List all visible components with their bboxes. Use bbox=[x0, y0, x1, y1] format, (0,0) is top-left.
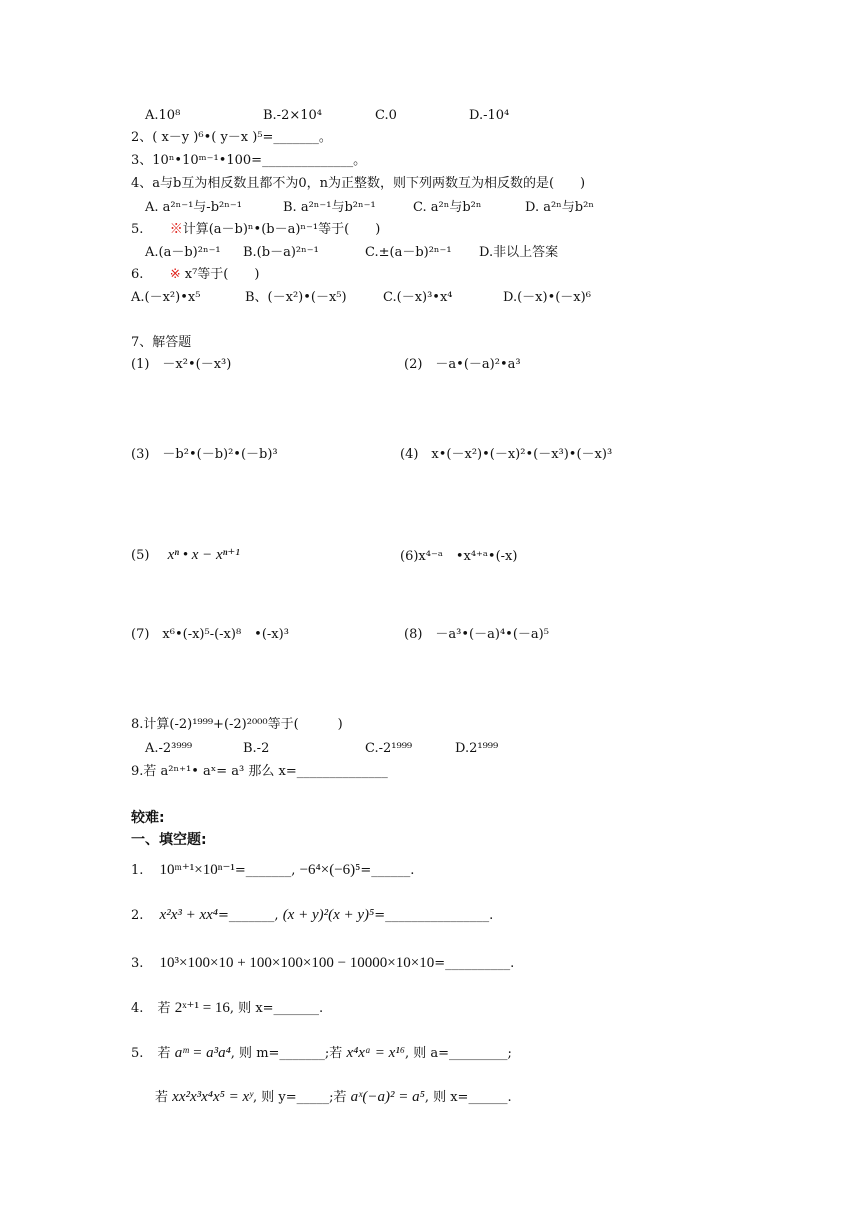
q7-item-8: (8) －a³•(－a)⁴•(－a)⁵ bbox=[404, 627, 549, 642]
q5-option-a: A.(a－b)²ⁿ⁻¹ bbox=[145, 245, 221, 260]
fill-question-5-continued bbox=[155, 1089, 512, 1106]
fill-question-1 bbox=[131, 862, 414, 879]
q7-item-4: (4) x•(－x²)•(－x)²•(－x³)•(－x)³ bbox=[400, 447, 613, 462]
question-6 bbox=[131, 267, 259, 283]
f4-number: 4. bbox=[131, 1001, 144, 1016]
q4-option-d: D. a²ⁿ与b²ⁿ bbox=[525, 200, 594, 215]
q7-item-6: (6)x⁴⁻ᵃ •x⁴⁺ᵃ•(-x) bbox=[400, 549, 518, 564]
f3-number: 3. bbox=[131, 956, 144, 971]
q5-option-b: B.(b－a)²ⁿ⁻¹ bbox=[243, 245, 319, 260]
f1-expr-a: 10ᵐ⁺¹×10ⁿ⁻¹ bbox=[159, 862, 235, 878]
q7-item-5 bbox=[131, 547, 240, 564]
choice-a: A.10⁸ bbox=[145, 108, 181, 123]
f2-expr-b: (x + y)²(x + y)⁵ bbox=[282, 907, 375, 923]
fill-question-4 bbox=[131, 1000, 323, 1017]
q5-text: 计算(a－b)ⁿ•(b－a)ⁿ⁻¹等于( ) bbox=[182, 222, 381, 237]
q5-option-c: C.±(a－b)²ⁿ⁻¹ bbox=[365, 245, 452, 260]
question-8: 8.计算(-2)¹⁹⁹⁹+(-2)²⁰⁰⁰等于( ) bbox=[131, 717, 343, 732]
q6-text: x⁷等于( ) bbox=[184, 267, 260, 282]
f5-blank-b: , 则 a=_________; bbox=[404, 1046, 512, 1061]
f6-expr-b: aˣ(−a)² = a⁵ bbox=[350, 1089, 425, 1105]
q5-option-d: D.非以上答案 bbox=[479, 245, 559, 260]
q8-option-c: C.-2¹⁹⁹⁹ bbox=[365, 741, 413, 756]
f6-blank-a: , 则 y=_____;若 bbox=[252, 1090, 347, 1105]
q7-item-7: (7) x⁶•(-x)⁵-(-x)⁸ •(-x)³ bbox=[131, 627, 289, 642]
q7-item-3: (3) －b²•(－b)²•(－b)³ bbox=[131, 447, 278, 462]
fill-question-5 bbox=[131, 1045, 512, 1062]
f5-expr-a: aᵐ = a³a⁴ bbox=[174, 1045, 231, 1061]
f6-blank-b: , 则 x=______. bbox=[424, 1090, 512, 1105]
q6-option-a: A.(－x²)•x⁵ bbox=[131, 290, 201, 305]
question-9: 9.若 a²ⁿ⁺¹• aˣ= a³ 那么 x=______________ bbox=[131, 764, 388, 779]
q7-item-2: (2) －a•(－a)²•a³ bbox=[404, 357, 521, 372]
choice-d: D.-10⁴ bbox=[469, 108, 510, 123]
f1-expr-b: −6⁴×(−6)⁵ bbox=[299, 862, 361, 878]
q6-number: 6. bbox=[131, 267, 144, 282]
f4-expr: 2ˣ⁺¹ = 16 bbox=[174, 1000, 230, 1016]
q6-mark: ※ bbox=[169, 267, 181, 282]
f4-blank: , 则 x=_______. bbox=[229, 1001, 324, 1016]
question-7-title: 7、解答题 bbox=[131, 335, 192, 350]
f1-blank-b: =______. bbox=[360, 863, 415, 878]
fill-blank-title: 一、填空题: bbox=[131, 832, 207, 848]
q6-option-d: D.(－x)•(－x)⁶ bbox=[503, 290, 591, 305]
choice-b: B.-2×10⁴ bbox=[263, 108, 322, 123]
choice-c: C.0 bbox=[375, 108, 397, 123]
f3-expr: 10³×100×10 + 100×100×100 − 10000×10×10 bbox=[159, 955, 435, 971]
fill-question-3 bbox=[131, 955, 514, 972]
f5-expr-b: x⁴xᵃ = x¹⁶ bbox=[346, 1045, 405, 1061]
q8-option-a: A.-2³⁹⁹⁹ bbox=[145, 741, 193, 756]
f2-number: 2. bbox=[131, 908, 144, 923]
q6-option-b: B、(－x²)•(－x⁵) bbox=[245, 290, 347, 305]
q7-item-5-expr: xⁿ • x − xⁿ⁺¹ bbox=[167, 547, 240, 563]
question-3: 3、10ⁿ•10ᵐ⁻¹•100=______________。 bbox=[131, 153, 367, 168]
q5-mark: ※ bbox=[169, 222, 183, 237]
q4-option-b: B. a²ⁿ⁻¹与b²ⁿ⁻¹ bbox=[283, 200, 376, 215]
f6-prefix: 若 bbox=[155, 1090, 169, 1105]
f5-blank-a: , 则 m=_______;若 bbox=[230, 1046, 343, 1061]
q7-item-5-label: (5) bbox=[131, 548, 150, 563]
q8-option-b: B.-2 bbox=[243, 741, 270, 756]
f1-blank-a: =_______, bbox=[234, 863, 296, 878]
question-5 bbox=[131, 222, 380, 238]
hard-section-title: 较难: bbox=[131, 810, 165, 826]
f4-prefix: 若 bbox=[157, 1001, 171, 1016]
f2-blank-b: =________________. bbox=[374, 908, 494, 923]
f1-number: 1. bbox=[131, 863, 144, 878]
f5-prefix: 若 bbox=[157, 1046, 171, 1061]
f2-expr-a: x²x³ + xx⁴ bbox=[159, 907, 219, 923]
question-4: 4、a与b互为相反数且都不为0，n为正整数，则下列两数互为相反数的是( ) bbox=[131, 176, 586, 191]
f3-blank: =__________. bbox=[434, 956, 515, 971]
q4-option-c: C. a²ⁿ与b²ⁿ bbox=[413, 200, 482, 215]
q7-item-1: (1) －x²•(－x³) bbox=[131, 357, 232, 372]
q6-option-c: C.(－x)³•x⁴ bbox=[383, 290, 453, 305]
fill-question-2 bbox=[131, 907, 493, 924]
f2-blank-a: =_______, bbox=[218, 908, 279, 923]
q4-option-a: A. a²ⁿ⁻¹与-b²ⁿ⁻¹ bbox=[145, 200, 242, 215]
question-2: 2、( x－y )⁶•( y－x )⁵=_______。 bbox=[131, 130, 332, 145]
f6-expr-a: xx²x³x⁴x⁵ = xʸ bbox=[172, 1089, 253, 1105]
q5-number: 5. bbox=[131, 222, 144, 237]
f5-number: 5. bbox=[131, 1046, 144, 1061]
q8-option-d: D.2¹⁹⁹⁹ bbox=[455, 741, 499, 756]
